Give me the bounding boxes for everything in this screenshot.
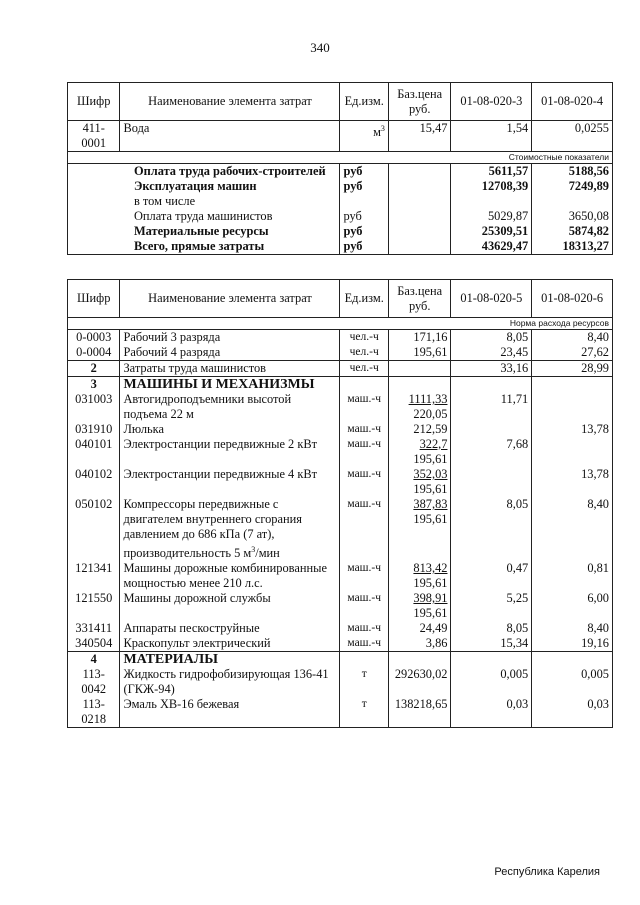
table-header-row xyxy=(68,83,613,121)
row-name xyxy=(120,652,340,668)
row-price-value: 1111,33 xyxy=(408,392,448,406)
row-name-text: Автогидроподъемники высотой подъема 22 м xyxy=(123,392,292,421)
row-code xyxy=(68,239,120,255)
row-name xyxy=(120,361,340,377)
row-name-text: Люлька xyxy=(123,422,164,436)
header-name: Наименование элемента затрат xyxy=(120,83,340,121)
row-value-a: 33,16 xyxy=(451,361,532,377)
header-col-a: 01-08-020-3 xyxy=(451,83,532,121)
row-name: в том числе xyxy=(120,194,340,209)
row-price-secondary: 195,61 xyxy=(413,512,448,526)
row-price-secondary: 220,05 xyxy=(413,407,448,421)
row-value-b: 28,99 xyxy=(532,361,613,377)
row-unit: руб xyxy=(340,209,388,224)
table-row xyxy=(68,591,613,621)
row-value-b: 5874,82 xyxy=(532,224,613,239)
row-unit: руб xyxy=(340,179,388,194)
row-unit: маш.-ч xyxy=(340,437,388,467)
table-row xyxy=(68,621,613,636)
table-row xyxy=(68,667,613,697)
row-price-value: 813,42 xyxy=(413,561,448,576)
row-name xyxy=(120,330,340,346)
row-name-text: Машины дорожной службы xyxy=(123,591,271,606)
row-name xyxy=(120,345,340,361)
row-value-b: 5188,56 xyxy=(532,164,613,180)
row-value-b xyxy=(532,377,613,393)
table1-body xyxy=(68,164,613,255)
row-unit: т xyxy=(340,667,388,697)
row-price-value: 3,86 xyxy=(425,636,448,651)
table-row xyxy=(68,239,613,255)
row-unit: чел.-ч xyxy=(340,361,388,377)
row-price-value: 24,49 xyxy=(419,621,448,636)
row-name: Всего, прямые затраты xyxy=(120,239,340,255)
header-unit: Ед.изм. xyxy=(340,83,388,121)
header-base-price: Баз.цена руб. xyxy=(388,83,451,121)
row-value-a xyxy=(451,194,532,209)
row-price: 15,47 xyxy=(388,121,451,152)
row-price xyxy=(388,224,451,239)
row-code xyxy=(68,224,120,239)
row-code: 3 xyxy=(68,377,120,393)
row-price-value: 387,83 xyxy=(413,497,448,511)
table-row xyxy=(68,437,613,467)
row-unit: чел.-ч xyxy=(340,330,388,346)
row-unit: маш.-ч xyxy=(340,561,388,591)
row-price xyxy=(388,422,451,437)
row-name: Эксплуатация машин xyxy=(120,179,340,194)
row-code: 031910 xyxy=(68,422,120,437)
row-price xyxy=(388,621,451,636)
row-code: 411-0001 xyxy=(68,121,120,152)
row-price xyxy=(388,345,451,361)
table-row xyxy=(68,377,613,393)
row-price-value: 322,7 xyxy=(419,437,448,451)
row-code xyxy=(68,209,120,224)
row-price xyxy=(388,179,451,194)
subheader-row xyxy=(68,318,613,330)
row-price xyxy=(388,467,451,497)
row-value-a: 8,05 xyxy=(451,330,532,346)
row-unit: маш.-ч xyxy=(340,392,388,422)
cost-indicators-table xyxy=(67,82,613,255)
row-price xyxy=(388,239,451,255)
row-price xyxy=(388,377,451,393)
row-value-b: 8,40 xyxy=(532,330,613,346)
row-value-a: 1,54 xyxy=(451,121,532,152)
row-name: Вода xyxy=(120,121,340,152)
row-name xyxy=(120,467,340,497)
row-code: 050102 xyxy=(68,497,120,561)
row-price xyxy=(388,194,451,209)
row-code: 4 xyxy=(68,652,120,668)
row-unit: руб xyxy=(340,164,388,180)
row-price xyxy=(388,561,451,591)
row-name xyxy=(120,497,340,561)
row-name-text: Электростанции передвижные 4 кВт xyxy=(123,467,318,481)
row-value-a: 8,05 xyxy=(451,621,532,636)
row-price-secondary: 195,61 xyxy=(413,576,448,591)
row-name: Оплата труда рабочих-строителей xyxy=(120,164,340,180)
row-name xyxy=(120,636,340,652)
row-name xyxy=(120,591,340,621)
table-header-row xyxy=(68,280,613,318)
row-value-b: 27,62 xyxy=(532,345,613,361)
row-price-secondary: 195,61 xyxy=(413,606,448,621)
row-unit: маш.-ч xyxy=(340,621,388,636)
row-name-text: Краскопульт электрический xyxy=(123,636,271,651)
row-code: 0-0003 xyxy=(68,330,120,346)
row-price-value: 171,16 xyxy=(413,330,448,344)
header-unit: Ед.изм. xyxy=(340,280,388,318)
row-name: Оплата труда машинистов xyxy=(120,209,340,224)
table-row xyxy=(68,652,613,668)
row-name: Материальные ресурсы xyxy=(120,224,340,239)
row-value-a: 5029,87 xyxy=(451,209,532,224)
row-name-tail: /мин xyxy=(255,546,280,561)
row-price-value: 292630,02 xyxy=(394,667,448,682)
row-price-value: 398,91 xyxy=(413,591,448,606)
subheader-resource-norms: Норма расхода ресурсов xyxy=(68,318,613,330)
row-price-value: 212,59 xyxy=(413,422,448,436)
row-price xyxy=(388,330,451,346)
row-unit: руб xyxy=(340,239,388,255)
row-code: 2 xyxy=(68,361,120,377)
table-row xyxy=(68,194,613,209)
row-value-b: 0,81 xyxy=(532,561,613,591)
header-code: Шифр xyxy=(68,280,120,318)
row-price xyxy=(388,697,451,728)
row-unit: т xyxy=(340,697,388,728)
row-name xyxy=(120,422,340,437)
row-name-text: Эмаль ХВ-16 бежевая xyxy=(123,697,240,712)
row-name-text: Электростанции передвижные 2 кВт xyxy=(123,437,318,451)
row-code: 031003 xyxy=(68,392,120,422)
row-name-text: МАШИНЫ И МЕХАНИЗМЫ xyxy=(123,377,315,392)
row-value-a xyxy=(451,652,532,668)
row-code: 040102 xyxy=(68,467,120,497)
row-unit: руб xyxy=(340,224,388,239)
table-row xyxy=(68,179,613,194)
row-name-text: Жидкость гидрофобизирующая 136-41 (ГКЖ-94) xyxy=(123,667,329,697)
row-value-a xyxy=(451,422,532,437)
row-value-a xyxy=(451,467,532,497)
table-row xyxy=(68,121,613,152)
row-price-secondary: 195,61 xyxy=(413,452,448,466)
header-col-b: 01-08-020-6 xyxy=(532,280,613,318)
row-price xyxy=(388,164,451,180)
row-unit: $м^3$ xyxy=(340,121,388,152)
row-name-text: МАТЕРИАЛЫ xyxy=(123,652,218,668)
row-value-a: 0,47 xyxy=(451,561,532,591)
row-unit xyxy=(340,194,388,209)
row-code: 121550 xyxy=(68,591,120,621)
footer-region: Республика Карелия xyxy=(494,866,600,878)
table2-body xyxy=(68,330,613,728)
header-code: Шифр xyxy=(68,83,120,121)
row-price xyxy=(388,437,451,467)
row-value-b xyxy=(532,437,613,467)
row-name xyxy=(120,437,340,467)
table-row xyxy=(68,422,613,437)
table-row xyxy=(68,164,613,180)
row-value-b: 8,40 xyxy=(532,497,613,561)
table-row xyxy=(68,561,613,591)
row-value-b xyxy=(532,652,613,668)
row-price xyxy=(388,636,451,652)
row-name-text: Машины дорожные комбинированные мощностью менее 210 л.с. xyxy=(123,561,327,591)
table-row xyxy=(68,697,613,728)
row-code: 121341 xyxy=(68,561,120,591)
table-row xyxy=(68,467,613,497)
row-name-superscript: 3 xyxy=(251,545,256,554)
row-code xyxy=(68,179,120,194)
row-code: 040101 xyxy=(68,437,120,467)
row-value-a: 43629,47 xyxy=(451,239,532,255)
row-code: 113-0042 xyxy=(68,667,120,697)
page-number: 340 xyxy=(310,40,330,55)
row-value-b: 0,005 xyxy=(532,667,613,697)
row-value-a: 0,03 xyxy=(451,697,532,728)
row-value-b: 13,78 xyxy=(532,467,613,497)
row-price xyxy=(388,361,451,377)
row-name-text: Аппараты пескоструйные xyxy=(123,621,260,636)
row-value-a: 8,05 xyxy=(451,497,532,561)
row-name xyxy=(120,392,340,422)
row-value-b: 6,00 xyxy=(532,591,613,621)
resource-norms-table xyxy=(67,279,613,728)
table-row xyxy=(68,345,613,361)
header-col-b: 01-08-020-4 xyxy=(532,83,613,121)
row-value-b: 3650,08 xyxy=(532,209,613,224)
row-code xyxy=(68,164,120,180)
table-row xyxy=(68,224,613,239)
row-name xyxy=(120,561,340,591)
row-value-b xyxy=(532,392,613,422)
row-name xyxy=(120,697,340,728)
row-value-a: 0,005 xyxy=(451,667,532,697)
row-name-text: Рабочий 4 разряда xyxy=(123,345,221,359)
row-code: 113-0218 xyxy=(68,697,120,728)
row-unit xyxy=(340,377,388,393)
row-price xyxy=(388,591,451,621)
row-price xyxy=(388,652,451,668)
row-value-a: 7,68 xyxy=(451,437,532,467)
row-value-b: 0,03 xyxy=(532,697,613,728)
row-name-text: Затраты труда машинистов xyxy=(123,361,267,375)
row-value-b: 0,0255 xyxy=(532,121,613,152)
row-value-b: 8,40 xyxy=(532,621,613,636)
row-price-value: 195,61 xyxy=(413,345,448,359)
row-unit: маш.-ч xyxy=(340,422,388,437)
row-code: 331411 xyxy=(68,621,120,636)
row-value-a: 23,45 xyxy=(451,345,532,361)
table-row xyxy=(68,361,613,377)
row-unit: маш.-ч xyxy=(340,636,388,652)
row-code: 0-0004 xyxy=(68,345,120,361)
row-price-secondary: 195,61 xyxy=(413,482,448,496)
row-value-b: 18313,27 xyxy=(532,239,613,255)
row-value-b xyxy=(532,194,613,209)
row-value-a: 15,34 xyxy=(451,636,532,652)
table-row xyxy=(68,209,613,224)
row-name xyxy=(120,621,340,636)
row-price-value: 352,03 xyxy=(413,467,448,481)
row-value-b: 7249,89 xyxy=(532,179,613,194)
subheader-cost-indicators: Стоимостные показатели xyxy=(68,152,613,164)
row-unit: маш.-ч xyxy=(340,591,388,621)
row-value-a: 5,25 xyxy=(451,591,532,621)
row-name xyxy=(120,667,340,697)
row-price xyxy=(388,667,451,697)
row-price-value: 138218,65 xyxy=(394,697,448,712)
header-base-price: Баз.цена руб. xyxy=(388,280,451,318)
row-name xyxy=(120,377,340,393)
row-value-b: 19,16 xyxy=(532,636,613,652)
row-value-b: 13,78 xyxy=(532,422,613,437)
table-row xyxy=(68,392,613,422)
row-unit: чел.-ч xyxy=(340,345,388,361)
row-unit: маш.-ч xyxy=(340,467,388,497)
row-code: 340504 xyxy=(68,636,120,652)
row-value-a: 12708,39 xyxy=(451,179,532,194)
header-col-a: 01-08-020-5 xyxy=(451,280,532,318)
table-row xyxy=(68,636,613,652)
table-row xyxy=(68,497,613,561)
row-price xyxy=(388,392,451,422)
row-value-a: 5611,57 xyxy=(451,164,532,180)
row-name-text: Компрессоры передвижные с двигателем внутреннего сгорания давлением до 686 кПа (7 ат), производительность 5 м xyxy=(123,497,302,561)
row-value-a xyxy=(451,377,532,393)
table-row xyxy=(68,330,613,346)
row-code xyxy=(68,194,120,209)
subheader-row xyxy=(68,152,613,164)
row-price xyxy=(388,497,451,561)
header-name: Наименование элемента затрат xyxy=(120,280,340,318)
row-unit: маш.-ч xyxy=(340,497,388,561)
row-unit xyxy=(340,652,388,668)
row-value-a: 11,71 xyxy=(451,392,532,422)
row-name-text: Рабочий 3 разряда xyxy=(123,330,221,344)
row-value-a: 25309,51 xyxy=(451,224,532,239)
row-price xyxy=(388,209,451,224)
